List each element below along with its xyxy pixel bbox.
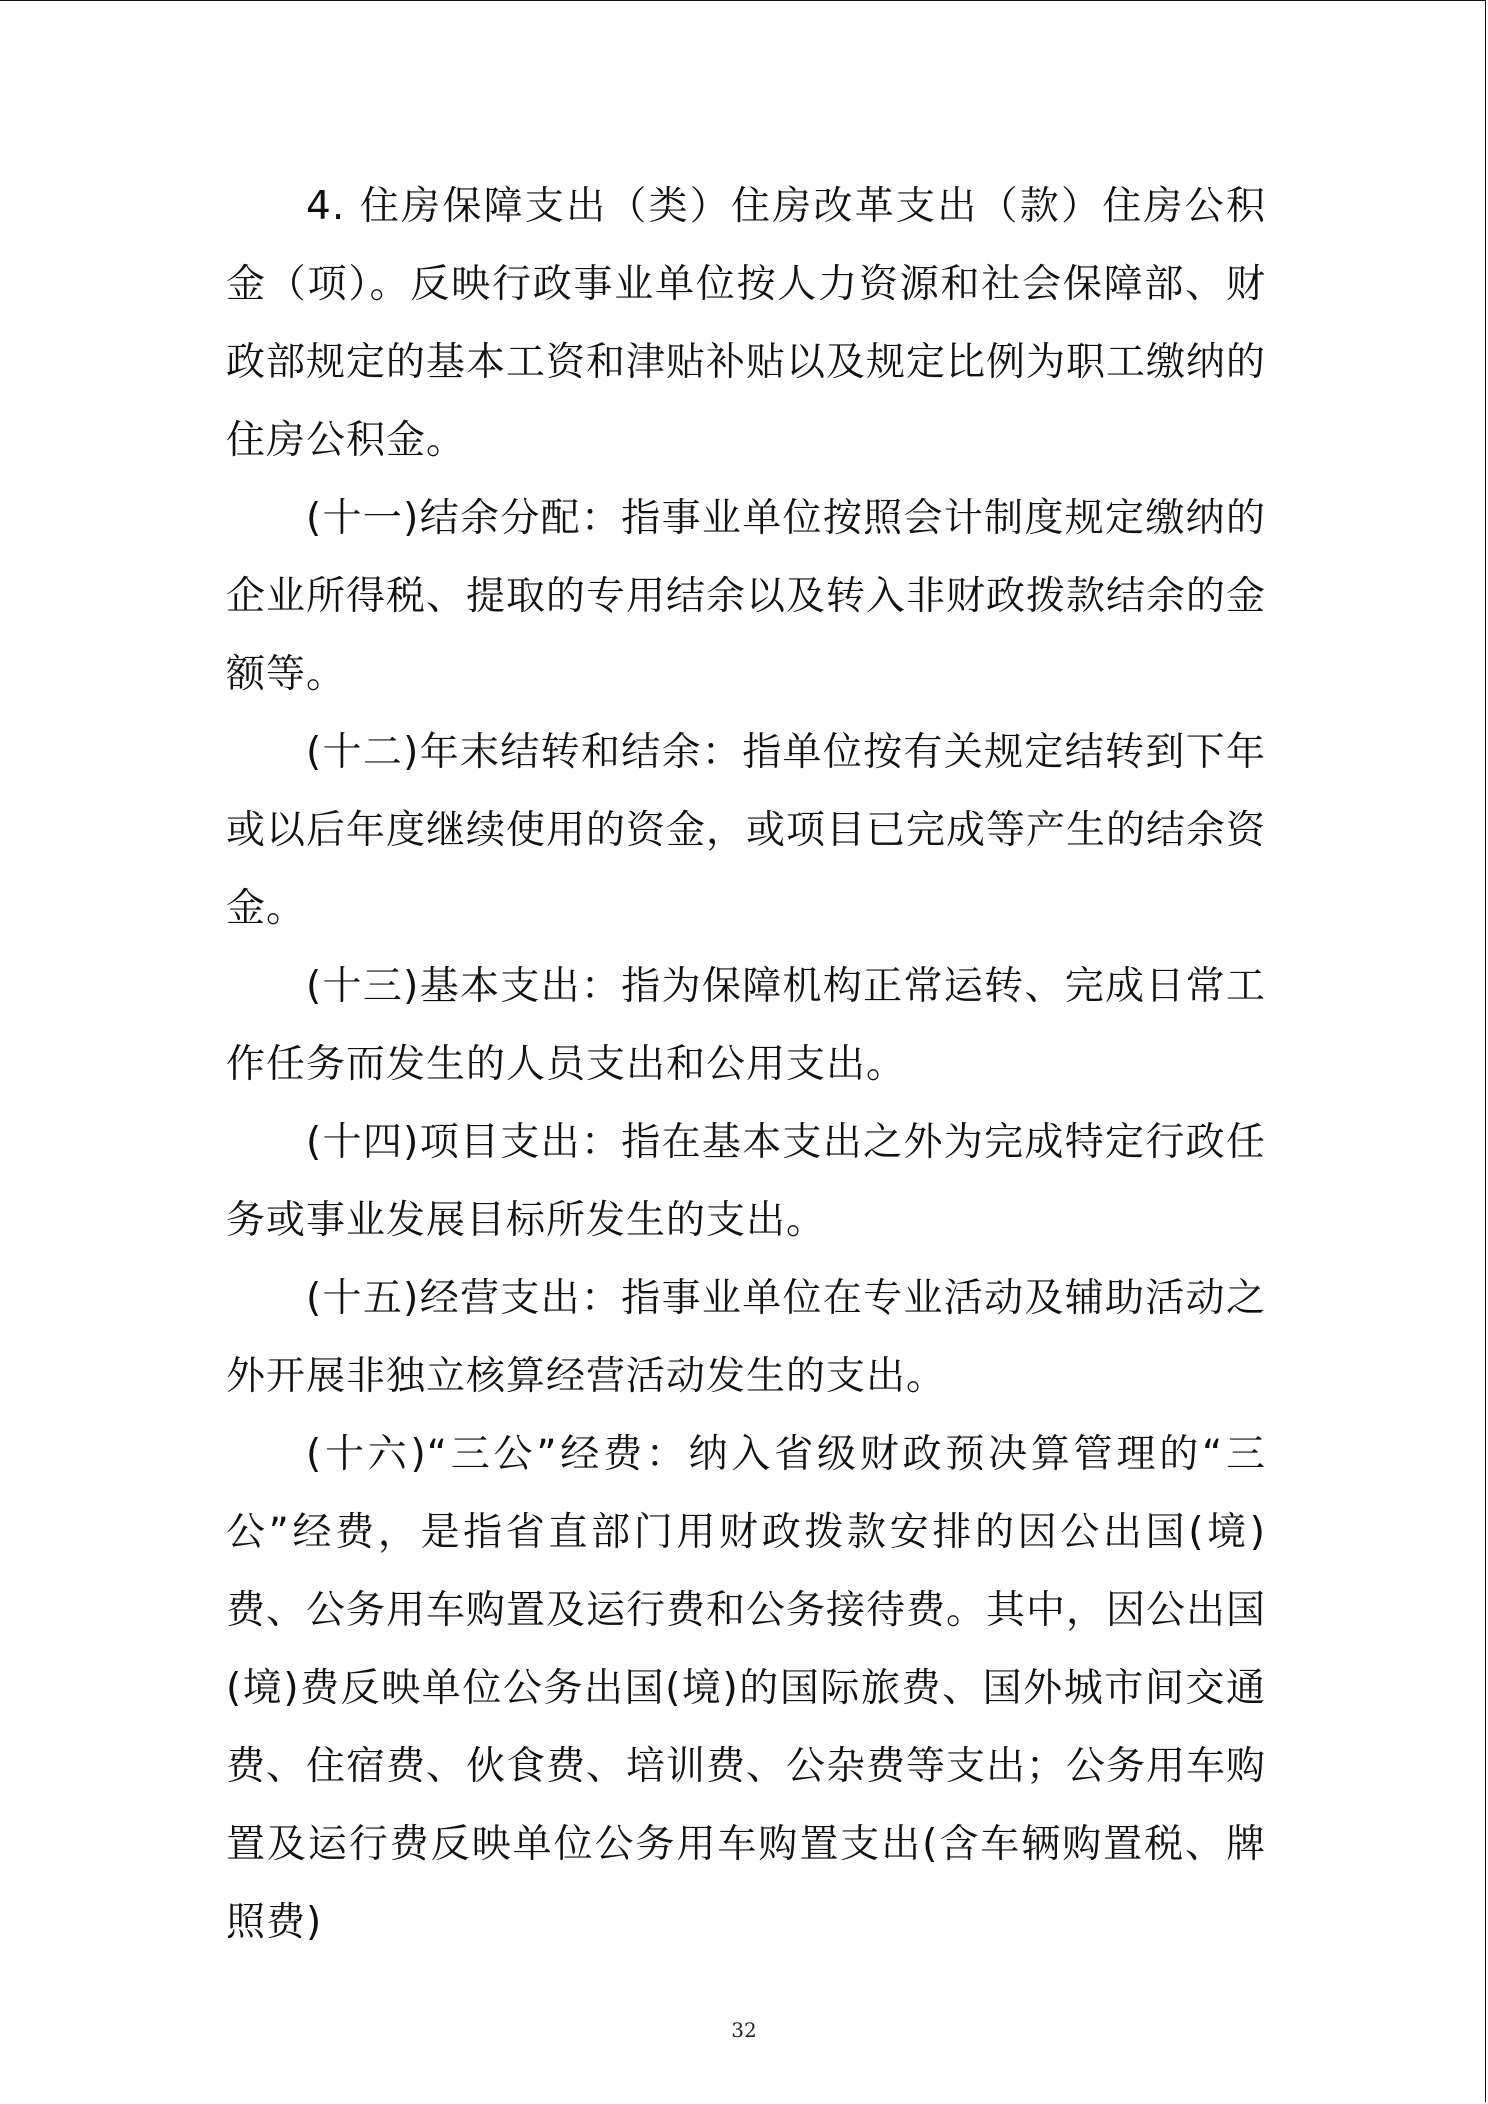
paragraph-housing-fund: 4. 住房保障支出（类）住房改革支出（款）住房公积金（项）。反映行政事业单位按人力资源和社会保障部、财政部规定的基本工资和津贴补贴以及规定比例为职工缴纳的住房公积金。 [226, 184, 1267, 463]
paragraph-project-expenditure: (十四)项目支出：指在基本支出之外为完成特定行政任务或事业发展目标所发生的支出。 [226, 1120, 1266, 1243]
paragraph-surplus-distribution: (十一)结余分配：指事业单位按照会计制度规定缴纳的企业所得税、提取的专用结余以及转入非财政拨款结余的金额等。 [226, 496, 1267, 697]
document-body [226, 168, 1266, 1962]
paragraph-business-expenditure: (十五)经营支出：指事业单位在专业活动及辅助活动之外开展非独立核算经营活动发生的支出。 [226, 1276, 1266, 1399]
paragraph-basic-expenditure: (十三)基本支出：指为保障机构正常运转、完成日常工作任务而发生的人员支出和公用支出。 [226, 964, 1266, 1087]
page-number: 32 [731, 2018, 757, 2042]
paragraph-year-end-carryover: (十二)年末结转和结余：指单位按有关规定结转到下年或以后年度继续使用的资金，或项目已完成等产生的结余资金。 [226, 730, 1267, 931]
paragraph-three-public-expenses: (十六)“三公”经费：纳入省级财政预决算管理的“三公”经费，是指省直部门用财政拨款安排的因公出国(境)费、公务用车购置及运行费和公务接待费。其中，因公出国(境)费反映单位公务出国(境)的国际旅费、国外城市间交通费、住宿费、伙食费、培训费、公杂费等支出；公务用车购置及运行费反映单位公务用车购置支出(含车辆购置税、牌照费) [226, 1432, 1267, 1945]
